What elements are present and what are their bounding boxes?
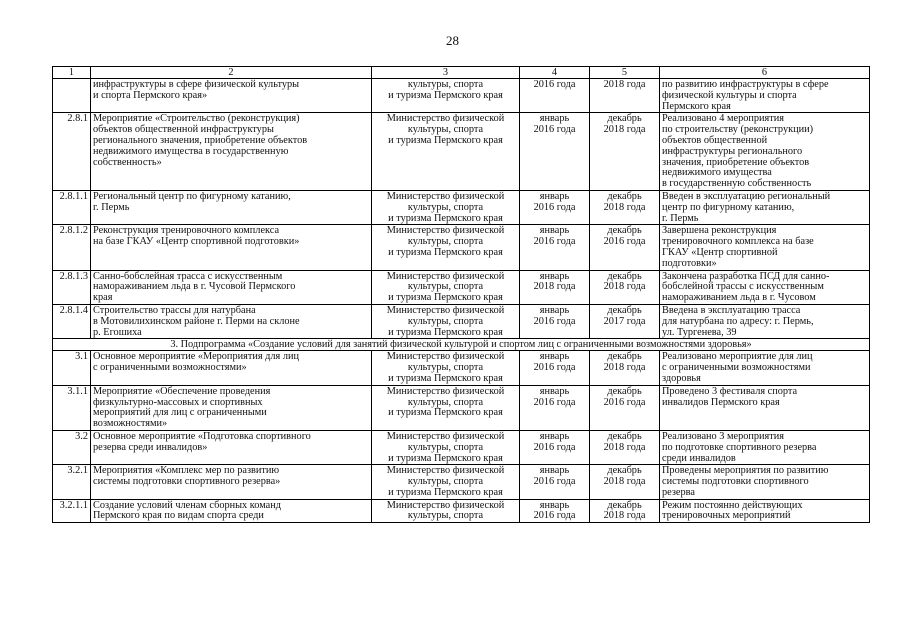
table-row	[53, 430, 870, 464]
table-row	[53, 499, 870, 523]
end-date-cell: декабрь 2018 года	[590, 270, 660, 304]
start-date-cell: 2016 года	[520, 79, 590, 113]
result-cell: Проведены мероприятия по развитию системы подготовки спортивного резерва	[660, 465, 870, 499]
header-col-6: 6	[660, 67, 870, 79]
event-name-cell: Основное мероприятие «Подготовка спортивного резерва среди инвалидов»	[91, 430, 372, 464]
table-row	[53, 190, 870, 224]
start-date-cell: январь 2016 года	[520, 499, 590, 523]
executor-cell: Министерство физической культуры, спорта и туризма Пермского края	[372, 113, 520, 191]
result-cell: по развитию инфраструктуры в сфере физической культуры и спорта Пермского края	[660, 79, 870, 113]
end-date-cell: декабрь 2018 года	[590, 351, 660, 385]
event-name-cell: Мероприятия «Комплекс мер по развитию системы подготовки спортивного резерва»	[91, 465, 372, 499]
event-name-cell: Санно-бобслейная трасса с искусственным намораживанием льда в г. Чусовой Пермского края	[91, 270, 372, 304]
end-date-cell: декабрь 2016 года	[590, 385, 660, 430]
executor-cell: Министерство физической культуры, спорта и туризма Пермского края	[372, 351, 520, 385]
start-date-cell: январь 2016 года	[520, 430, 590, 464]
row-number-cell: 2.8.1.4	[53, 304, 91, 338]
start-date-cell: январь 2016 года	[520, 385, 590, 430]
event-name-cell: Создание условий членам сборных команд Пермского края по видам спорта среди	[91, 499, 372, 523]
table-row	[53, 270, 870, 304]
header-col-2: 2	[91, 67, 372, 79]
end-date-cell: декабрь 2018 года	[590, 430, 660, 464]
row-number-cell: 2.8.1	[53, 113, 91, 191]
event-name-cell: Мероприятие «Обеспечение проведения физкультурно-массовых и спортивных мероприятий для лиц с ограниченными возможностями»	[91, 385, 372, 430]
table-row	[53, 79, 870, 113]
end-date-cell: декабрь 2018 года	[590, 113, 660, 191]
end-date-cell: 2018 года	[590, 79, 660, 113]
executor-cell: Министерство физической культуры, спорта и туризма Пермского края	[372, 385, 520, 430]
start-date-cell: январь 2018 года	[520, 270, 590, 304]
event-name-cell: Региональный центр по фигурному катанию, г. Пермь	[91, 190, 372, 224]
header-col-5: 5	[590, 67, 660, 79]
section-row	[53, 339, 870, 351]
table-row	[53, 225, 870, 270]
start-date-cell: январь 2016 года	[520, 304, 590, 338]
end-date-cell: декабрь 2018 года	[590, 465, 660, 499]
executor-cell: Министерство физической культуры, спорта и туризма Пермского края	[372, 304, 520, 338]
table-row	[53, 385, 870, 430]
row-number-cell: 3.2.1	[53, 465, 91, 499]
header-col-4: 4	[520, 67, 590, 79]
table-row	[53, 351, 870, 385]
end-date-cell: декабрь 2018 года	[590, 499, 660, 523]
table-row	[53, 465, 870, 499]
result-cell: Реализовано 4 мероприятия по строительству (реконструкции) объектов общественной инфраструктуры регионального значения, приобретение объектов недвижимого имущества в государственную собственность	[660, 113, 870, 191]
result-cell: Проведено 3 фестиваля спорта инвалидов Пермского края	[660, 385, 870, 430]
executor-cell: культуры, спорта и туризма Пермского края	[372, 79, 520, 113]
row-number-cell: 3.1	[53, 351, 91, 385]
executor-cell: Министерство физической культуры, спорта	[372, 499, 520, 523]
header-col-1: 1	[53, 67, 91, 79]
result-cell: Завершена реконструкция тренировочного комплекса на базе ГКАУ «Центр спортивной подготовки»	[660, 225, 870, 270]
end-date-cell: декабрь 2018 года	[590, 190, 660, 224]
start-date-cell: январь 2016 года	[520, 113, 590, 191]
row-number-cell: 2.8.1.2	[53, 225, 91, 270]
start-date-cell: январь 2016 года	[520, 465, 590, 499]
start-date-cell: январь 2016 года	[520, 225, 590, 270]
executor-cell: Министерство физической культуры, спорта и туризма Пермского края	[372, 190, 520, 224]
start-date-cell: январь 2016 года	[520, 190, 590, 224]
executor-cell: Министерство физической культуры, спорта и туризма Пермского края	[372, 465, 520, 499]
row-number-cell	[53, 79, 91, 113]
executor-cell: Министерство физической культуры, спорта и туризма Пермского края	[372, 430, 520, 464]
result-cell: Введена в эксплуатацию трасса для натурбана по адресу: г. Пермь, ул. Тургенева, 39	[660, 304, 870, 338]
measures-table	[52, 66, 870, 523]
table-row	[53, 113, 870, 191]
event-name-cell: Основное мероприятие «Мероприятия для лиц с ограниченными возможностями»	[91, 351, 372, 385]
table-header-row	[53, 67, 870, 79]
result-cell: Реализовано мероприятие для лиц с ограниченными возможностями здоровья	[660, 351, 870, 385]
page-number: 28	[446, 33, 459, 48]
event-name-cell: инфраструктуры в сфере физической культуры и спорта Пермского края»	[91, 79, 372, 113]
result-cell: Реализовано 3 мероприятия по подготовке спортивного резерва среди инвалидов	[660, 430, 870, 464]
event-name-cell: Мероприятие «Строительство (реконструкция) объектов общественной инфраструктуры регионального значения, приобретение объектов недвижимого имущества в государственную собственность»	[91, 113, 372, 191]
section-title: 3. Подпрограмма «Создание условий для занятий физической культурой и спортом лиц с ограниченными возможностями здоровья»	[53, 339, 870, 351]
header-col-3: 3	[372, 67, 520, 79]
executor-cell: Министерство физической культуры, спорта и туризма Пермского края	[372, 270, 520, 304]
row-number-cell: 3.1.1	[53, 385, 91, 430]
row-number-cell: 2.8.1.3	[53, 270, 91, 304]
result-cell: Введен в эксплуатацию региональный центр по фигурному катанию, г. Пермь	[660, 190, 870, 224]
end-date-cell: декабрь 2016 года	[590, 225, 660, 270]
result-cell: Режим постоянно действующих тренировочных мероприятий	[660, 499, 870, 523]
table-row	[53, 304, 870, 338]
start-date-cell: январь 2016 года	[520, 351, 590, 385]
event-name-cell: Строительство трассы для натурбана в Мотовилихинском районе г. Перми на склоне р. Егошиха	[91, 304, 372, 338]
result-cell: Закончена разработка ПСД для санно- бобслейной трассы с искусственным намораживанием льда в г. Чусовом	[660, 270, 870, 304]
event-name-cell: Реконструкция тренировочного комплекса на базе ГКАУ «Центр спортивной подготовки»	[91, 225, 372, 270]
row-number-cell: 3.2	[53, 430, 91, 464]
row-number-cell: 2.8.1.1	[53, 190, 91, 224]
row-number-cell: 3.2.1.1	[53, 499, 91, 523]
end-date-cell: декабрь 2017 года	[590, 304, 660, 338]
executor-cell: Министерство физической культуры, спорта и туризма Пермского края	[372, 225, 520, 270]
